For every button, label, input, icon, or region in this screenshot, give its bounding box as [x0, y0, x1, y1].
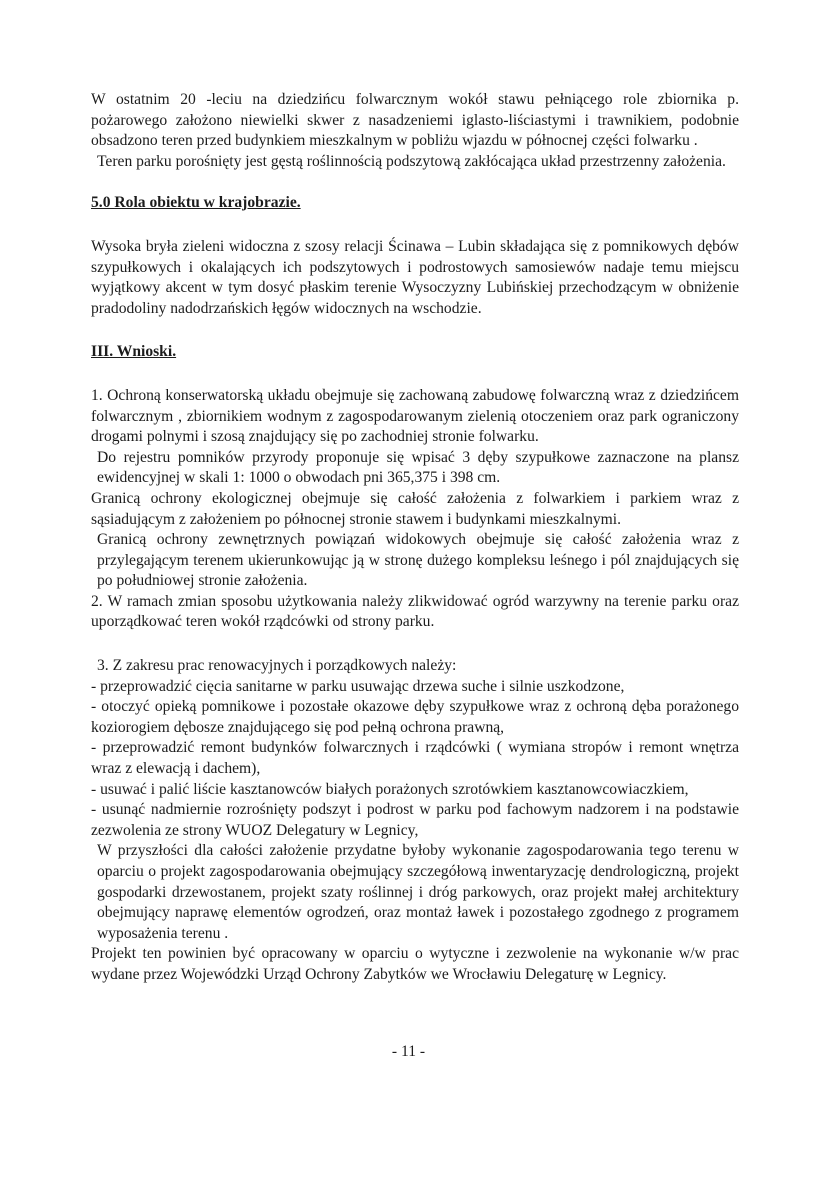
- conclusion-item-1: 1. Ochroną konserwatorską układu obejmuje się zachowaną zabudowę folwarczną wraz z dziedzińcem folwarcznym , zbiornikiem wodnym z zagospodarowanym zielenią otoczeniem oraz park ograniczony drogami polnymi i szosą znajdujący się po zachodniej stronie folwarku.: [91, 386, 739, 446]
- paragraph-landscape: Wysoka bryła zieleni widoczna z szosy relacji Ścinawa – Lubin składająca się z pomnikowych dębów szypułkowych i okalających ich podszytowych i podrostowych samosiewów nadaje temu miejscu wyjątkowy akcent w tym dosyć płaskim terenie Wysoczyzny Lubińskiej przechodzącym w obniżenie pradodoliny nadodrzańskich łęgów widocznych na wschodzie.: [91, 237, 739, 317]
- conclusion-item-1-monuments: Do rejestru pomników przyrody proponuje się wpisać 3 dęby szypułkowe zaznaczone na plansz ewidencyjnej w skali 1: 1000 o obwodach pni 365,375 i 398 cm.: [97, 448, 739, 487]
- section-heading-landscape-role: 5.0 Rola obiektu w krajobrazie.: [91, 194, 301, 212]
- conclusion-item-2: 2. W ramach zmian sposobu użytkowania należy zlikwidować ogród warzywny na terenie parku oraz uporządkować teren wokół rządcówki od strony parku.: [91, 592, 739, 631]
- conclusion-item-1-ecological: Granicą ochrony ekologicznej obejmuje się całość założenia z folwarkiem i parkiem wraz z sąsiadującym z założeniem po północnej stronie stawem i budynkami mieszkalnymi.: [91, 489, 739, 528]
- paragraph-final: Projekt ten powinien być opracowany w oparciu o wytyczne i zezwolenie na wykonanie w/w prac wydane przez Wojewódzki Urząd Ochrony Zabytków we Wrocławiu Delegaturę w Legnicy.: [91, 945, 739, 983]
- page-number: - 11 -: [391, 1043, 426, 1060]
- section-heading-conclusions: III. Wnioski.: [91, 343, 177, 361]
- renovation-list-item: - usuwać i palić liście kasztanowców białych porażonych szrotówkiem kasztanowcowiaczkiem,: [91, 780, 689, 798]
- paragraph-courtyard-square: W ostatnim 20 -leciu na dziedzińcu folwarcznym wokół stawu pełniącego role zbiornika p. pożarowego założono niewielki skwer z nasadzeniemi iglasto-liściastymi i trawnikiem, podobnie obsadzono teren przed budynkiem mieszkalnym w pobliżu wjazdu w północnej części folwarku .: [91, 91, 739, 150]
- paragraph-future-project: W przyszłości dla całości założenie przydatne byłoby wykonanie zagospodarowania tego terenu w oparciu o projekt zagospodarowania obejmujący szczegółową inwentaryzację dendrologiczną, projekt gospodarki drzewostanem, projekt szaty roślinnej i dróg parkowych, oraz projekt małej architektury obejmujący naprawę elementów ogrodzeń, oraz montaż ławek i pozostałego zgodnego z programem wyposażenia terenu .: [97, 842, 739, 942]
- renovation-list-item: - usunąć nadmiernie rozrośnięty podszyt i podrost w parku pod fachowym nadzorem i na podstawie zezwolenia ze strony WUOZ Delegatury w Legnicy,: [91, 801, 739, 839]
- renovation-list-item: - przeprowadzić cięcia sanitarne w parku usuwając drzewa suche i silnie uszkodzone,: [91, 677, 625, 695]
- paragraph-park-undergrowth: Teren parku porośnięty jest gęstą roślinnością podszytową zakłócająca układ przestrzenny założenia.: [97, 152, 726, 170]
- renovation-list-item: - przeprowadzić remont budynków folwarcznych i rządcówki ( wymiana stropów i remont wnętrza wraz z elewacją i dachem),: [91, 739, 739, 778]
- page-body: [91, 90, 739, 986]
- renovation-list-item: - otoczyć opieką pomnikowe i pozostałe okazowe dęby szypułkowe wraz z ochroną dęba porażonego koziorogiem dębosze znajdującego się pod pełną ochrona prawną,: [91, 698, 739, 736]
- conclusion-item-3-title: 3. Z zakresu prac renowacyjnych i porządkowych należy:: [97, 657, 457, 675]
- conclusion-item-1-views: Granicą ochrony zewnętrznych powiązań widokowych obejmuje się całość założenia wraz z przylegającym terenem ukierunkowując ją w stronę dużego kompleksu leśnego i pól znajdujących się po południowej stronie założenia.: [97, 531, 739, 590]
